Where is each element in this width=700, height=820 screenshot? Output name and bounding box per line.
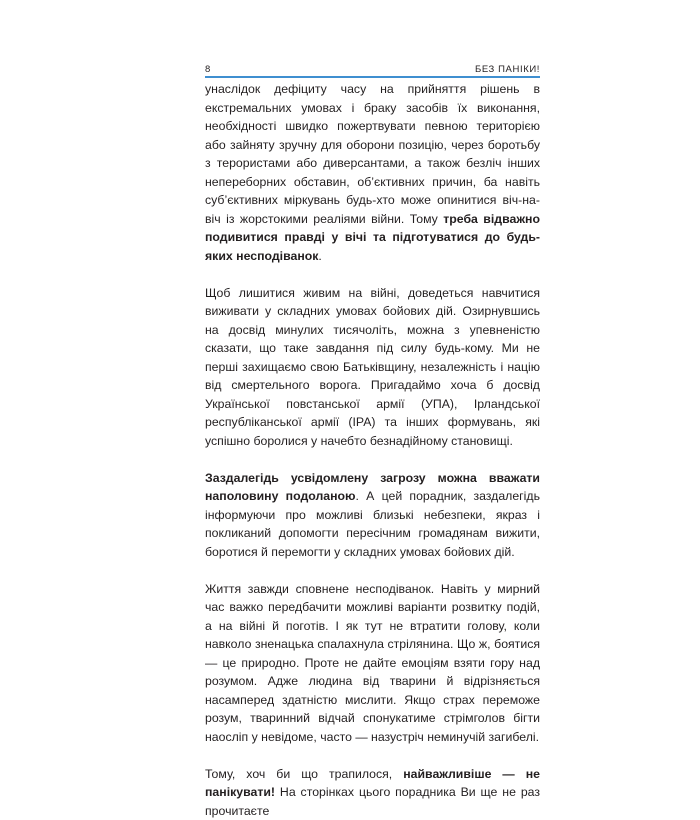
emphasis-text: Заздалегідь усвідомлену загрозу можна вважати наполовину подоланою — [205, 471, 540, 504]
running-title: БЕЗ ПАНІКИ! — [475, 64, 540, 75]
paragraph-5 — [205, 765, 540, 820]
text-run: . — [318, 249, 321, 263]
text-run: Тому, хоч би що трапилося, — [205, 767, 403, 781]
emphasis-text: найважливіше — не панікувати! — [205, 767, 540, 800]
text-run: Життя завжди сповнене несподіванок. Навіть у мирний час важко передбачити можливі варіанти розвитку подій, а на війні й поготів. І як тут не втратити голову, коли навколо зненацька спалахнула стрілянина. Що ж, боятися — це природно. Проте не дайте емоціям взяти гору над розумом. Адже людина від тварини й відрізняється насамперед здатністю мислити. Якщо страх переможе розум, тваринний відчай спонукатиме стрімголов бігти наосліп у невідоме, часто — назустріч неминучій загибелі. — [205, 582, 540, 744]
emphasis-text: треба відважно подивитися правді у вічі та підготуватися до будь-яких несподіванок — [205, 212, 540, 263]
header-rule — [205, 76, 540, 78]
running-header — [205, 62, 540, 76]
body-text — [205, 80, 540, 820]
page-number: 8 — [205, 64, 211, 75]
text-run: Щоб лишитися живим на війні, доведеться навчитися виживати у складних умовах бойових дій. Озирнувшись на досвід минулих тисячоліть, можна з упевненістю сказати, що таке завдання під силу будь-кому. Ми не перші захищаємо свою Батьківщину, незалежність і націю від смертельного ворога. Пригадаймо хоча б досвід Української повстанської армії (УПА), Ірландської республіканської армії (ІРА) та інших формувань, які успішно боролися у начебто безнадійному становищі. — [205, 286, 540, 448]
text-run: . А цей порадник, заздалегідь інформуючи про можливі близькі небезпеки, якраз і покликаний допомогти пересічним громадянам вижити, боротися й перемогти у складних умовах бойових дій. — [205, 489, 540, 559]
paragraph-4 — [205, 580, 540, 747]
paragraph-1 — [205, 80, 540, 265]
paragraph-3 — [205, 469, 540, 562]
text-run: На сторінках цього порадника Ви ще не раз прочитаєте — [205, 785, 540, 818]
text-run: унаслідок дефіциту часу на прийняття рішень в екстремальних умовах і браку засобів їх виконання, необхідності швидко пожертвувати певною територією або зайняту зручну для оборони позицію, через боротьбу з терористами або диверсантами, а також безліч інших непереборних обставин, об’єктивних причин, ба навіть суб’єктивних міркувань будь-хто може опинитися віч-на-віч із жорстокими реаліями війни. Тому — [205, 82, 540, 226]
paragraph-2 — [205, 284, 540, 451]
